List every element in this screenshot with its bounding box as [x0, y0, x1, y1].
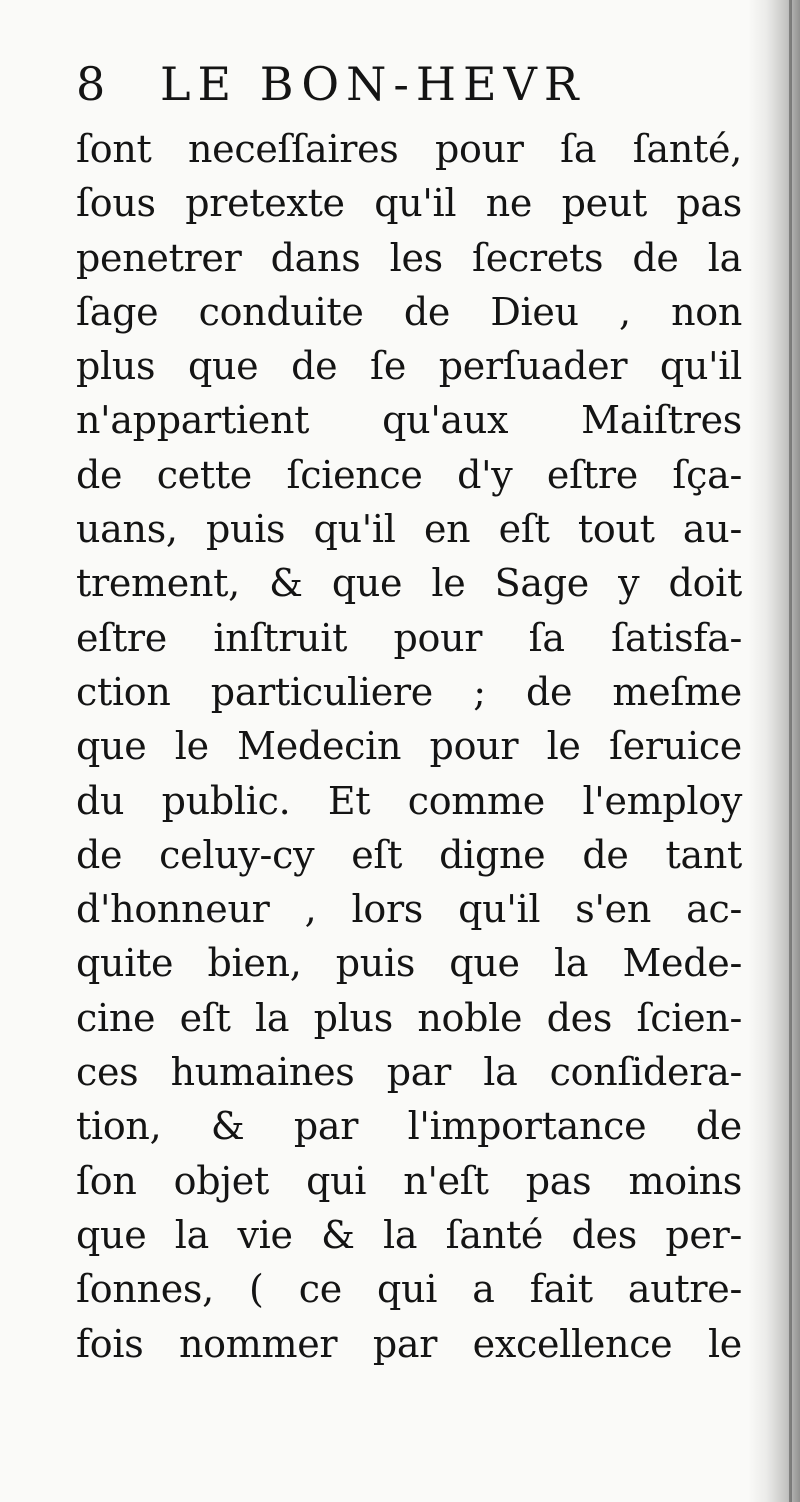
page-gutter-shadow	[748, 0, 800, 1502]
text-line-6: n'appartient qu'aux Maiſtres	[76, 398, 742, 443]
text-line-20: ſon objet qui n'eſt pas moins	[76, 1158, 742, 1203]
text-line-1: ſont neceſſaires pour ſa ſanté,	[76, 127, 742, 171]
running-title: LE BON-HEVR	[160, 57, 586, 111]
text-line-17: cine eſt la plus noble des ſcien-	[76, 995, 742, 1040]
body-text	[76, 122, 742, 1371]
text-line-13: du public. Et comme l'employ	[76, 778, 742, 823]
page-number: 8	[76, 57, 106, 111]
text-line-8: uans, puis qu'il en eſt tout au-	[76, 507, 742, 552]
text-line-23: fois nommer par excellence le	[76, 1321, 742, 1366]
text-line-5: plus que de ſe perſuader qu'il	[76, 344, 742, 389]
text-line-3: penetrer dans les ſecrets de la	[76, 235, 742, 280]
text-line-18: ces humaines par la conſidera-	[76, 1050, 742, 1095]
page-edge-line	[789, 0, 792, 1502]
text-line-21: que la vie & la ſanté des per-	[76, 1212, 742, 1257]
text-line-11: ction particuliere ; de meſme	[76, 669, 742, 714]
text-line-15: d'honneur , lors qu'il s'en ac-	[76, 887, 742, 932]
text-line-16: quite bien, puis que la Mede-	[76, 941, 742, 986]
text-line-2: ſous pretexte qu'il ne peut pas	[76, 181, 742, 226]
text-line-4: ſage conduite de Dieu , non	[76, 289, 742, 334]
text-line-12: que le Medecin pour le ſeruice	[76, 724, 742, 769]
text-line-7: de cette ſcience d'y eſtre ſça-	[76, 452, 742, 497]
page-header	[76, 52, 736, 116]
text-line-22: ſonnes, ( ce qui a fait autre-	[76, 1267, 742, 1312]
text-line-19: tion, & par l'importance de	[76, 1104, 742, 1149]
text-line-10: eſtre inſtruit pour ſa ſatisfa-	[76, 615, 742, 660]
text-line-14: de celuy-cy eſt digne de tant	[76, 832, 742, 877]
text-line-9: trement, & que le Sage y doit	[76, 561, 742, 606]
